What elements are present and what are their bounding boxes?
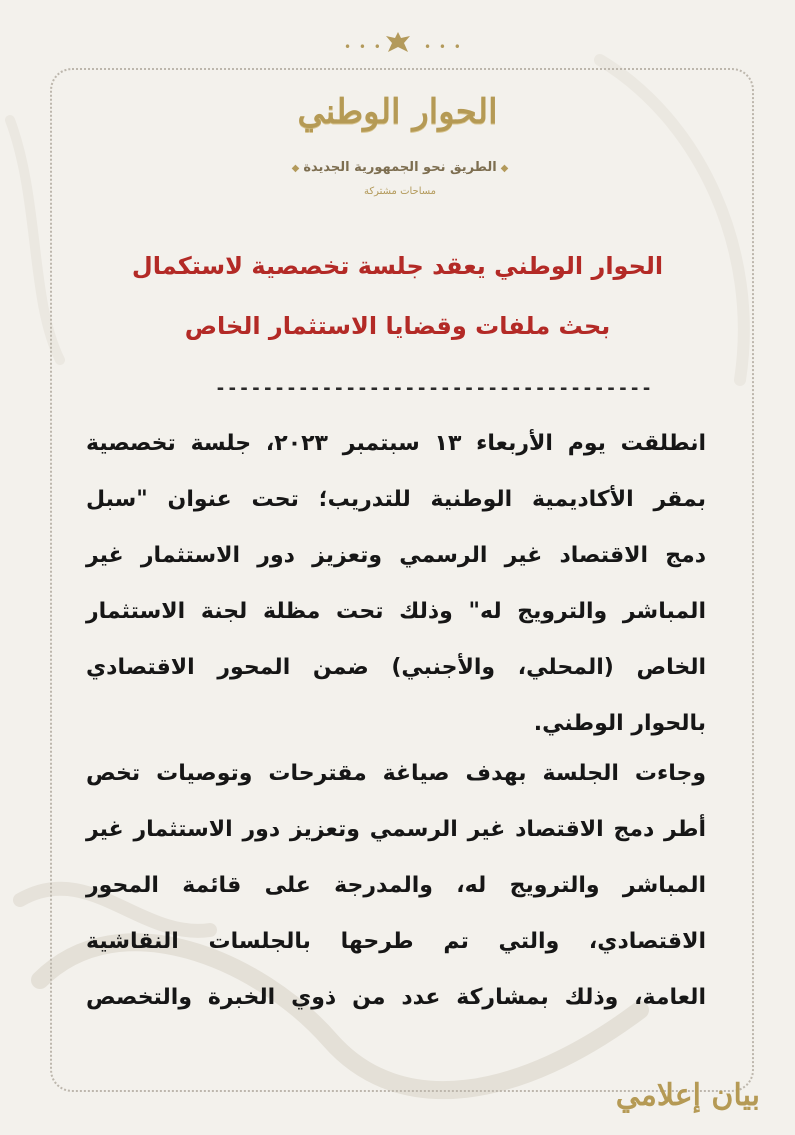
diamond-icon: ◆: [291, 163, 300, 174]
paragraph-line: بمقر الأكاديمية الوطنية للتدريب؛ تحت عنوان "سبل: [86, 487, 706, 512]
diamond-icon: ◆: [500, 163, 509, 174]
tagline-text: الطريق نحو الجمهورية الجديدة: [303, 160, 497, 175]
paragraph-line: الاقتصادي، والتي تم طرحها بالجلسات النقاشية: [86, 929, 706, 954]
headline-line-2: بحث ملفات وقضايا الاستثمار الخاص: [184, 312, 611, 340]
paragraph-line: دمج الاقتصاد غير الرسمي وتعزيز دور الاستثمار غير: [86, 543, 706, 568]
eagle-emblem-icon: [380, 30, 416, 56]
paragraph-line: انطلقت يوم الأربعاء ١٣ سبتمبر ٢٠٢٣، جلسة تخصصية: [86, 431, 706, 456]
paragraph-line: الخاص (المحلي، والأجنبي) ضمن المحور الاقتصادي: [86, 655, 706, 680]
header-subtagline: مساحات مشتركة: [363, 186, 437, 197]
emblem-ornament-left: • • •: [344, 40, 383, 54]
paragraph-2: [86, 746, 706, 1026]
paragraph-1: [86, 416, 706, 752]
paragraph-line: أطر دمج الاقتصاد غير الرسمي وتعزيز دور الاستثمار غير: [86, 817, 706, 842]
dialogue-logo: الحوار الوطني: [297, 92, 498, 132]
emblem-ornament-right: • • •: [424, 40, 463, 54]
paragraph-line: المباشر والترويج له" وذلك تحت مظلة لجنة الاستثمار: [86, 599, 706, 624]
header-tagline: [250, 160, 550, 175]
paragraph-line: بالحوار الوطني.: [533, 711, 706, 736]
headline-line-1: الحوار الوطني يعقد جلسة تخصصية لاستكمال: [131, 252, 664, 280]
paragraph-line: المباشر والترويج له، والمدرجة على قائمة المحور: [86, 873, 706, 898]
paragraph-line: وجاءت الجلسة بهدف صياغة مقترحات وتوصيات تخص: [86, 761, 706, 786]
press-release-label: بيان إعلامي: [615, 1078, 760, 1113]
separator: -------------------------------------: [215, 378, 653, 399]
paragraph-line: العامة، وذلك بمشاركة عدد من ذوي الخبرة والتخصص: [86, 985, 706, 1010]
